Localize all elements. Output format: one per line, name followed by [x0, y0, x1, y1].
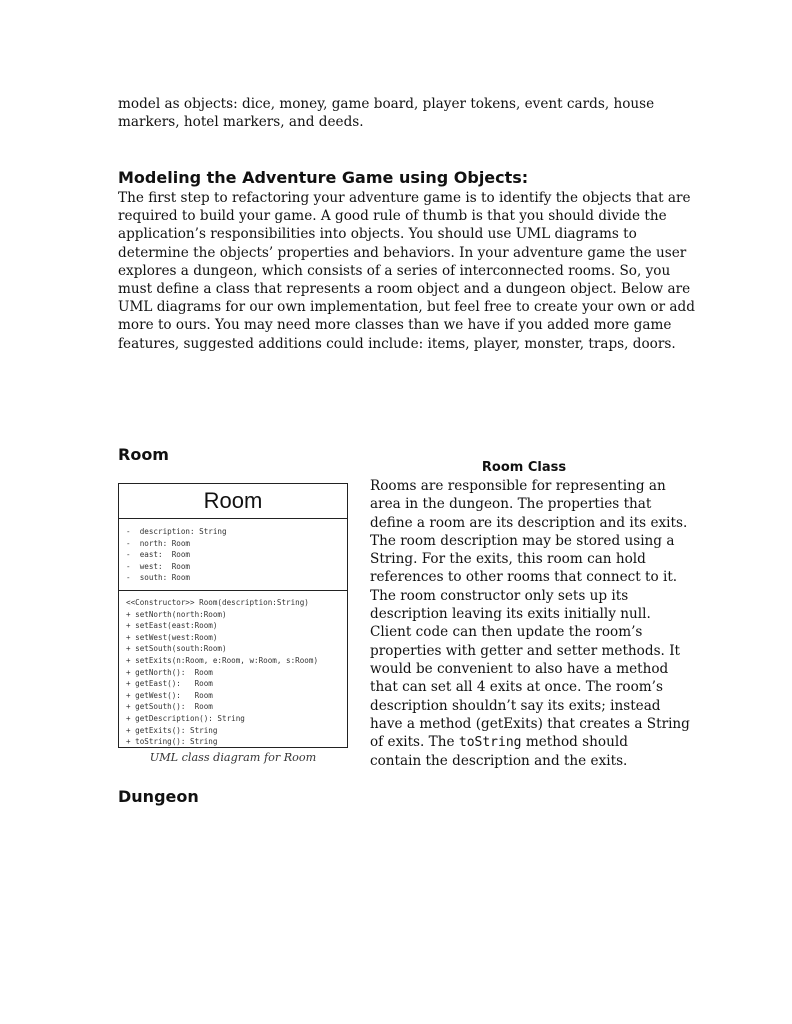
uml-class-name: Room: [119, 484, 347, 519]
uml-method: + getDescription(): String: [126, 713, 245, 723]
uml-method: + setSouth(south:Room): [126, 644, 227, 654]
modeling-line: features, suggested additions could include: items, player, monster, traps, doors.: [118, 335, 676, 352]
tostring-code: toString: [458, 735, 522, 751]
intro-line: model as objects: dice, money, game board, player tokens, event cards, house: [118, 96, 655, 112]
uml-method: + getWest(): Room: [126, 690, 213, 700]
uml-method: + setEast(east:Room): [126, 621, 218, 631]
uml-attribute: - west: Room: [126, 561, 191, 571]
uml-attribute: - east: Room: [126, 550, 191, 560]
uml-method: + getNorth(): Room: [126, 667, 213, 677]
room-desc-line: have a method (getExits) that creates a String: [370, 715, 690, 732]
uml-attribute: - south: Room: [126, 573, 191, 583]
room-class-title: Room Class: [481, 460, 567, 475]
modeling-heading: Modeling the Adventure Game using Objects:: [118, 168, 529, 187]
modeling-line: The first step to refactoring your adventure game is to identify the objects that are: [118, 190, 691, 206]
uml-method: + getEast(): Room: [126, 679, 213, 689]
intro-line: markers, hotel markers, and deeds.: [118, 114, 364, 131]
modeling-line: application’s responsibilities into objects. You should use UML diagrams to: [118, 226, 637, 243]
room-desc-line: The room description may be stored using a: [370, 532, 675, 549]
uml-class-diagram: [118, 483, 348, 748]
room-desc-line: Client code can then update the room’s: [370, 624, 643, 641]
room-desc-line: area in the dungeon. The properties that: [370, 496, 652, 513]
room-desc-line: that can set all 4 exits at once. The room’s: [370, 679, 663, 696]
uml-method: + getExits(): String: [126, 725, 218, 735]
modeling-line: more to ours. You may need more classes than we have if you added more game: [118, 317, 672, 334]
uml-method: + setNorth(north:Room): [126, 609, 227, 619]
room-desc-line: Rooms are responsible for representing an: [370, 478, 666, 494]
modeling-line: must define a class that represents a room object and a dungeon object. Below are: [118, 281, 691, 298]
room-desc-line: [370, 733, 690, 752]
uml-attribute: - description: String: [126, 527, 227, 536]
room-desc-line: String. For the exits, this room can hold: [370, 551, 646, 568]
modeling-paragraph: [118, 189, 695, 353]
uml-method: + setExits(n:Room, e:Room, w:Room, s:Room): [126, 655, 319, 665]
room-desc-line: would be convenient to also have a method: [370, 660, 669, 677]
room-desc-text: method should: [521, 734, 628, 751]
modeling-line: UML diagrams for our own implementation, but feel free to create your own or add: [118, 299, 695, 316]
uml-caption: UML class diagram for Room: [149, 751, 317, 764]
room-desc-line: references to other rooms that connect to it.: [370, 569, 678, 586]
room-desc-line: description leaving its exits initially null.: [370, 606, 651, 623]
room-desc-line: description shouldn’t say its exits; instead: [370, 697, 661, 714]
room-class-description: [370, 477, 690, 771]
room-desc-line: The room constructor only sets up its: [370, 587, 629, 604]
uml-attributes: [119, 519, 347, 591]
uml-method: <<Constructor>> Room(description:String): [126, 598, 309, 607]
dungeon-heading: Dungeon: [118, 787, 199, 806]
uml-method: + toString(): String: [126, 737, 218, 747]
uml-method: + setWest(west:Room): [126, 632, 218, 642]
room-heading: Room: [118, 445, 169, 464]
room-desc-line: contain the description and the exits.: [370, 753, 628, 770]
intro-paragraph: [118, 95, 654, 131]
modeling-line: required to build your game. A good rule of thumb is that you should divide the: [118, 208, 667, 225]
uml-methods: [119, 591, 347, 748]
room-desc-line: define a room are its description and its exits.: [370, 514, 688, 531]
modeling-line: determine the objects’ properties and behaviors. In your adventure game the user: [118, 244, 687, 261]
uml-method: + getSouth(): Room: [126, 702, 213, 712]
uml-attribute: - north: Room: [126, 538, 191, 548]
room-desc-line: properties with getter and setter methods. It: [370, 642, 681, 659]
modeling-line: explores a dungeon, which consists of a series of interconnected rooms. So, you: [118, 262, 671, 279]
room-desc-text: of exits. The: [370, 734, 459, 751]
